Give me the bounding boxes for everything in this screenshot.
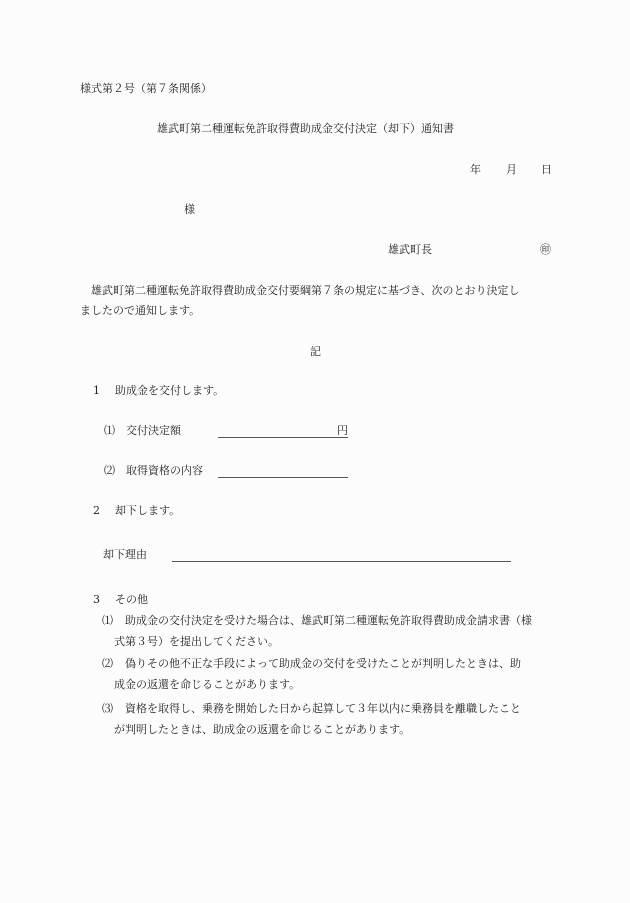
date-day: 日 bbox=[541, 163, 552, 176]
intro-line-2: ましたので通知します。 bbox=[80, 304, 201, 317]
item-text-line-1: 偽りその他不正な手段によって助成金の交付を受けたことが判明したときは、助 bbox=[125, 657, 521, 670]
amount-label: 交付決定額 bbox=[126, 424, 181, 437]
item-number: ⑴ bbox=[104, 424, 115, 437]
item-text-line-2: が判明したときは、助成金の返還を命じることがあります。 bbox=[114, 723, 411, 736]
yen-unit: 円 bbox=[337, 424, 348, 437]
ki-heading: 記 bbox=[310, 345, 321, 358]
addressee-suffix: 様 bbox=[184, 203, 195, 216]
section-3-number: 3 bbox=[93, 593, 100, 606]
section-2-heading: 却下します。 bbox=[115, 504, 181, 517]
item-number: ⑶ bbox=[102, 702, 113, 715]
item-text-line-1: 助成金の交付決定を受けた場合は、雄武町第二種運転免許取得費助成金請求書（様 bbox=[125, 614, 532, 627]
item-number: ⑴ bbox=[102, 614, 113, 627]
issuer-name: 雄武町長 bbox=[388, 243, 432, 256]
date-month: 月 bbox=[506, 163, 517, 176]
qualification-field[interactable] bbox=[218, 477, 348, 478]
item-number: ⑵ bbox=[104, 464, 115, 477]
rejection-reason-label: 却下理由 bbox=[103, 548, 147, 561]
qualification-label: 取得資格の内容 bbox=[126, 464, 203, 477]
section-3-heading: その他 bbox=[115, 593, 148, 606]
section-2-number: 2 bbox=[93, 504, 100, 517]
intro-line-1: 雄武町第二種運転免許取得費助成金交付要綱第７条の規定に基づき、次のとおり決定し bbox=[91, 284, 520, 297]
item-text-line-1: 資格を取得し、乗務を開始した日から起算して３年以内に乗務員を離職したこと bbox=[125, 702, 521, 715]
rejection-reason-field[interactable] bbox=[172, 561, 511, 562]
item-text-line-2: 成金の返還を命じることがあります。 bbox=[114, 678, 301, 691]
item-text-line-2: 式第３号）を提出してください。 bbox=[114, 635, 279, 648]
item-number: ⑵ bbox=[102, 657, 113, 670]
date-year: 年 bbox=[470, 163, 481, 176]
amount-field[interactable] bbox=[218, 437, 348, 438]
section-1-heading: 助成金を交付します。 bbox=[115, 384, 225, 397]
seal-mark-icon: ㊞ bbox=[540, 243, 551, 256]
section-1-number: 1 bbox=[93, 384, 100, 397]
document-title: 雄武町第二種運転免許取得費助成金交付決定（却下）通知書 bbox=[157, 122, 454, 135]
form-number: 様式第２号（第７条関係） bbox=[80, 82, 212, 95]
